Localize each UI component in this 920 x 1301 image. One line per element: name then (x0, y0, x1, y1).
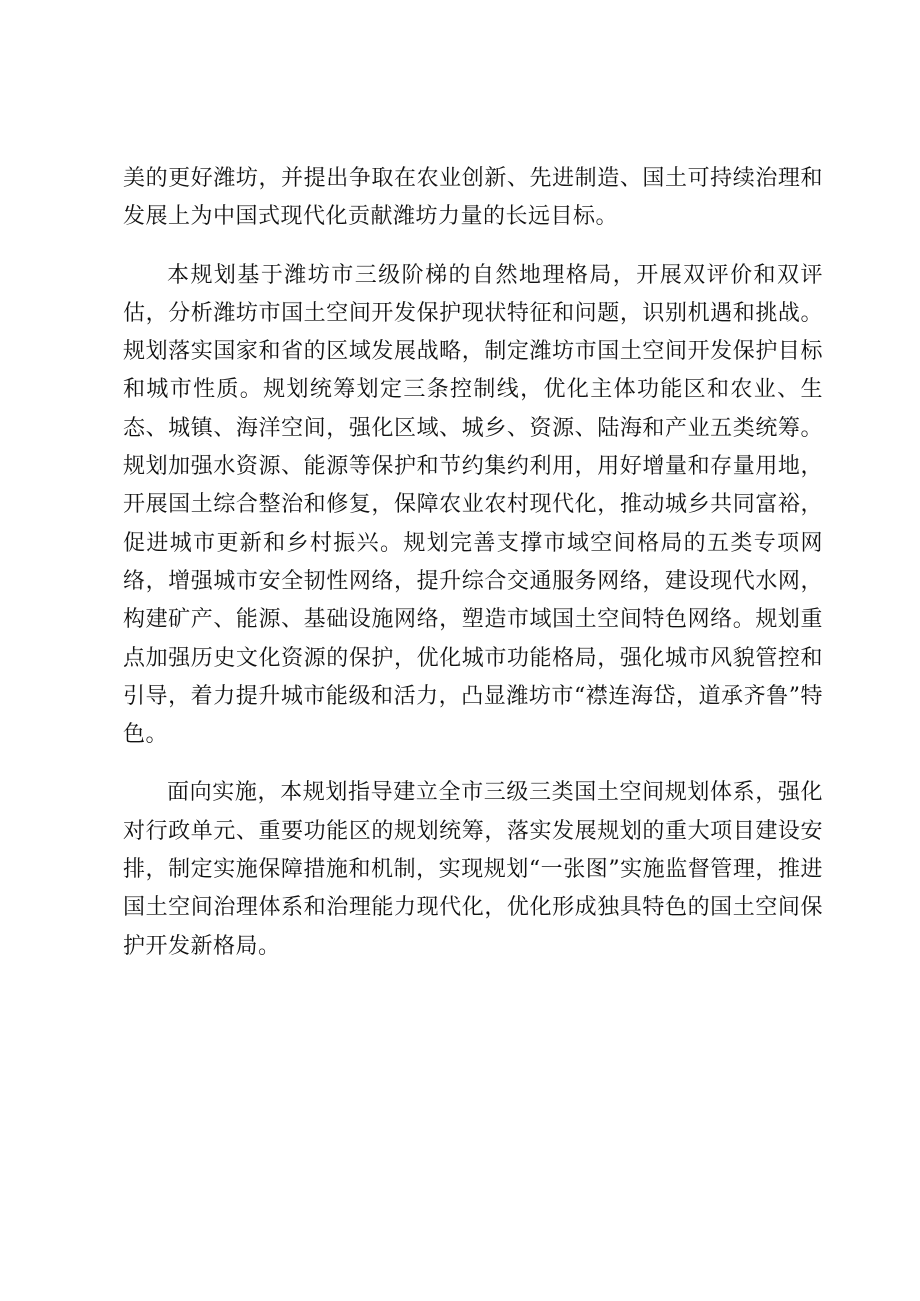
paragraph-spacer (123, 237, 823, 257)
paragraph-spacer (123, 754, 823, 774)
document-body (123, 160, 823, 966)
paragraph-3: 面向实施，本规划指导建立全市三级三类国土空间规划体系，强化对行政单元、重要功能区的规划统筹，落实发展规划的重大项目建设安排，制定实施保障措施和机制，实现规划“一张图”实施监督管理，推进国土空间治理体系和治理能力现代化，优化形成独具特色的国土空间保护开发新格局。 (123, 780, 823, 959)
paragraph-1: 美的更好潍坊，并提出争取在农业创新、先进制造、国土可持续治理和发展上为中国式现代化贡献潍坊力量的长远目标。 (123, 166, 823, 230)
paragraph-2: 本规划基于潍坊市三级阶梯的自然地理格局，开展双评价和双评估，分析潍坊市国土空间开发保护现状特征和问题，识别机遇和挑战。规划落实国家和省的区域发展战略，制定潍坊市国土空间开发保护目标和城市性质。规划统筹划定三条控制线，优化主体功能区和农业、生态、城镇、海洋空间，强化区域、城乡、资源、陆海和产业五类统筹。规划加强水资源、能源等保护和节约集约利用，用好增量和存量用地，开展国土综合整治和修复，保障农业农村现代化，推动城乡共同富裕，促进城市更新和乡村振兴。规划完善支撑市域空间格局的五类专项网络，增强城市安全韧性网络，提升综合交通服务网络，建设现代水网，构建矿产、能源、基础设施网络，塑造市域国土空间特色网络。规划重点加强历史文化资源的保护，优化城市功能格局，强化城市风貌管控和引导，着力提升城市能级和活力，凸显潍坊市“襟连海岱，道承齐鲁”特色。 (123, 262, 823, 748)
